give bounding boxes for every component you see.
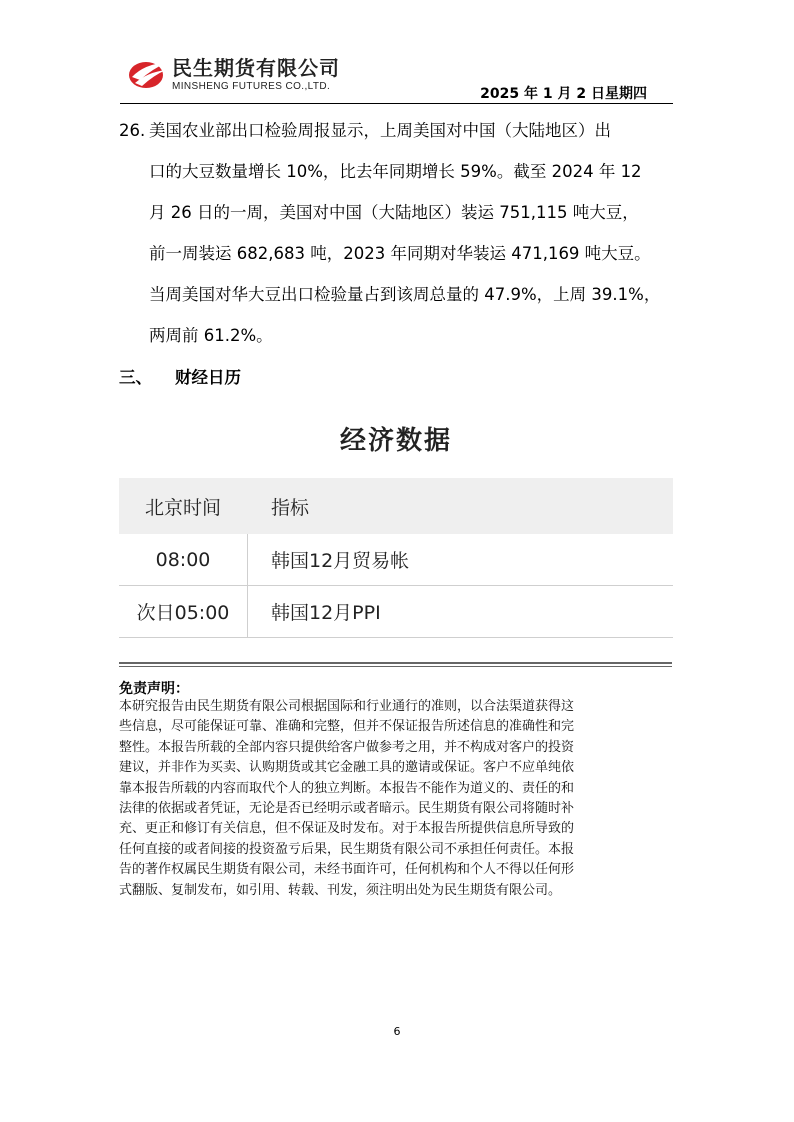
disclaimer-line: 建议，并非作为买卖、认购期货或其它金融工具的邀请或保证。客户不应单纯依	[119, 760, 575, 776]
calendar-table	[119, 478, 673, 638]
disclaimer-line: 靠本报告所载的内容而取代个人的独立判断。本报告不能作为道义的、责任的和	[119, 780, 575, 796]
news-line: 口的大豆数量增长 10%，比去年同期增长 59%。截至 2024 年 12	[149, 162, 642, 181]
disclaimer-line: 整性。本报告所载的全部内容只提供给客户做参考之用，并不构成对客户的投资	[119, 739, 575, 755]
row-indicator: 韩国12月贸易帐	[271, 550, 410, 572]
disclaimer-line: 些信息，尽可能保证可靠、准确和完整，但并不保证报告所述信息的准确性和完	[119, 719, 575, 735]
news-line: 两周前 61.2%。	[149, 326, 273, 345]
row-time: 08:00	[155, 548, 211, 571]
news-line: 当周美国对华大豆出口检验量占到该周总量的 47.9%，上周 39.1%，	[149, 285, 661, 304]
column-divider	[247, 534, 248, 638]
page-header	[120, 52, 673, 104]
disclaimer-line: 本研究报告由民生期货有限公司根据国际和行业通行的准则，以合法渠道获得这	[119, 699, 575, 714]
section-number: 三、	[119, 368, 152, 387]
news-line: 月 26 日的一周，美国对中国（大陆地区）装运 751,115 吨大豆，	[149, 203, 639, 222]
news-line: 美国农业部出口检验周报显示，上周美国对中国（大陆地区）出	[149, 121, 611, 140]
disclaimer-line: 任何直接的或者间接的投资盈亏后果，民生期货有限公司不承担任何责任。本报	[119, 841, 575, 857]
section-heading	[119, 364, 241, 388]
column-header-indicator: 指标	[271, 496, 310, 519]
news-item-number: 26.	[119, 121, 146, 140]
company-name-cn: 民生期货有限公司	[172, 56, 340, 80]
table-row	[119, 534, 673, 586]
row-indicator: 韩国12月PPI	[271, 602, 381, 624]
header-divider	[120, 103, 673, 104]
disclaimer-line: 充、更正和修订有关信息，但不保证及时发布。对于本报告所提供信息所导致的	[119, 821, 575, 837]
section-title: 财经日历	[175, 368, 241, 387]
disclaimer-divider-top	[119, 662, 672, 664]
disclaimer-divider-bottom	[119, 666, 672, 667]
news-line: 前一周装运 682,683 吨，2023 年同期对华装运 471,169 吨大豆。	[149, 244, 651, 263]
disclaimer-line: 法律的依据或者凭证，无论是否已经明示或者暗示。民生期货有限公司将随时补	[119, 801, 575, 817]
report-date: 2025 年 1 月 2 日星期四	[480, 86, 647, 102]
page-number: 6	[393, 1025, 401, 1038]
disclaimer-line: 式翻版、复制发布，如引用、转载、刊发，须注明出处为民生期货有限公司。	[119, 882, 562, 898]
company-logo-icon	[126, 56, 170, 90]
table-header-row	[119, 478, 673, 534]
disclaimer-line: 告的著作权属民生期货有限公司，未经书面许可，任何机构和个人不得以任何形	[119, 862, 575, 878]
table-row	[119, 586, 673, 638]
company-name-en: MINSHENG FUTURES CO.,LTD.	[172, 81, 331, 92]
disclaimer-body	[119, 697, 675, 901]
calendar-title: 经济数据	[339, 426, 452, 456]
news-item-text	[149, 110, 689, 356]
column-header-time: 北京时间	[144, 496, 221, 519]
disclaimer-title: 免责声明：	[119, 681, 189, 697]
row-time: 次日05:00	[136, 602, 230, 624]
